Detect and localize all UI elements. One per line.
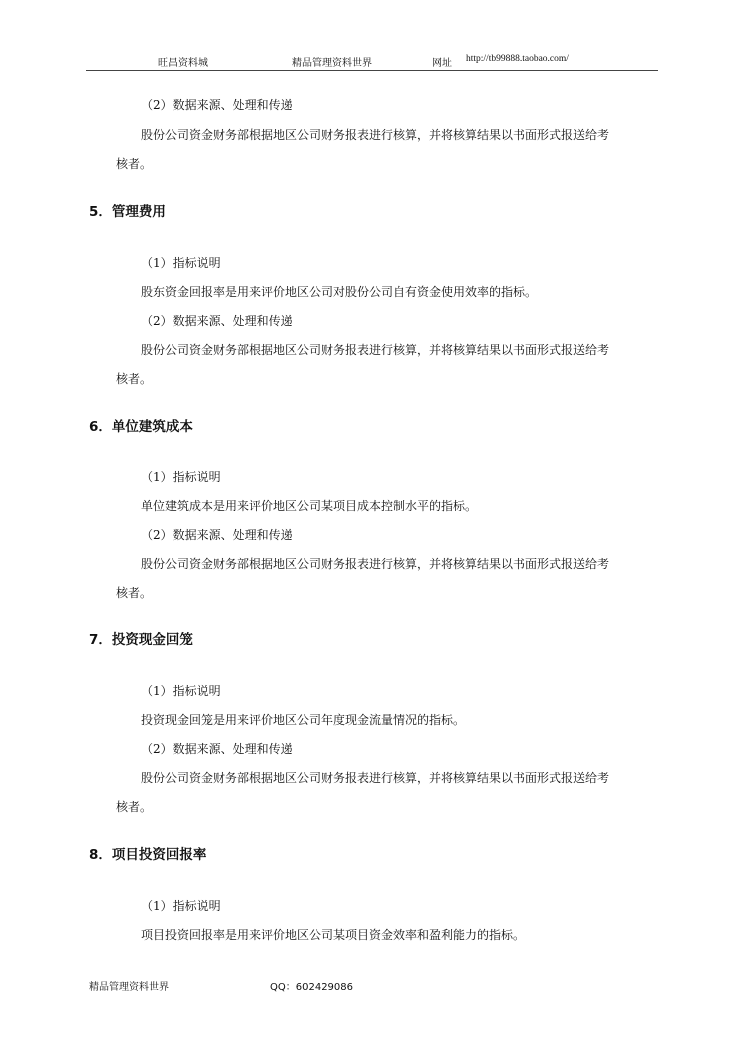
s5-paragraph-2-line2: 核者。 [116, 372, 153, 386]
s4-paragraph-2-line1: 股份公司资金财务部根据地区公司财务报表进行核算，并将核算结果以书面形式报送给考 [141, 128, 610, 142]
s4-subheading-2: （2）数据来源、处理和传递 [141, 98, 293, 112]
section-5-heading: 5．管理费用 [89, 204, 166, 220]
s5-paragraph-2-line1: 股份公司资金财务部根据地区公司财务报表进行核算，并将核算结果以书面形式报送给考 [141, 343, 610, 357]
s7-subheading-1: （1）指标说明 [141, 684, 221, 698]
header-tagline: 精品管理资料世界 [292, 58, 372, 69]
page-header [86, 50, 658, 71]
footer-tagline: 精品管理资料世界 [89, 982, 169, 993]
section-8-heading: 8．项目投资回报率 [89, 847, 207, 863]
s5-subheading-2: （2）数据来源、处理和传递 [141, 314, 293, 328]
s5-paragraph-1: 股东资金回报率是用来评价地区公司对股份公司自有资金使用效率的指标。 [141, 285, 538, 299]
section-7-heading: 7．投资现金回笼 [89, 632, 193, 648]
header-url-link[interactable]: http://tb99888.taobao.com/ [466, 54, 569, 64]
footer-qq: QQ：602429086 [270, 982, 354, 993]
s6-paragraph-2-line1: 股份公司资金财务部根据地区公司财务报表进行核算，并将核算结果以书面形式报送给考 [141, 557, 610, 571]
s7-paragraph-2-line1: 股份公司资金财务部根据地区公司财务报表进行核算，并将核算结果以书面形式报送给考 [141, 771, 610, 785]
section-6-heading: 6．单位建筑成本 [89, 419, 193, 435]
s7-subheading-2: （2）数据来源、处理和传递 [141, 742, 293, 756]
s6-subheading-2: （2）数据来源、处理和传递 [141, 528, 293, 542]
s5-subheading-1: （1）指标说明 [141, 256, 221, 270]
s6-paragraph-1: 单位建筑成本是用来评价地区公司某项目成本控制水平的指标。 [141, 499, 478, 513]
header-shop-name: 旺昌资料城 [158, 58, 208, 69]
s8-paragraph-1: 项目投资回报率是用来评价地区公司某项目资金效率和盈利能力的指标。 [141, 928, 526, 942]
header-site-label: 网址 [432, 58, 452, 69]
s6-subheading-1: （1）指标说明 [141, 470, 221, 484]
s6-paragraph-2-line2: 核者。 [116, 586, 153, 600]
s7-paragraph-2-line2: 核者。 [116, 800, 153, 814]
s4-paragraph-2-line2: 核者。 [116, 157, 153, 171]
s8-subheading-1: （1）指标说明 [141, 899, 221, 913]
s7-paragraph-1: 投资现金回笼是用来评价地区公司年度现金流量情况的指标。 [141, 713, 466, 727]
